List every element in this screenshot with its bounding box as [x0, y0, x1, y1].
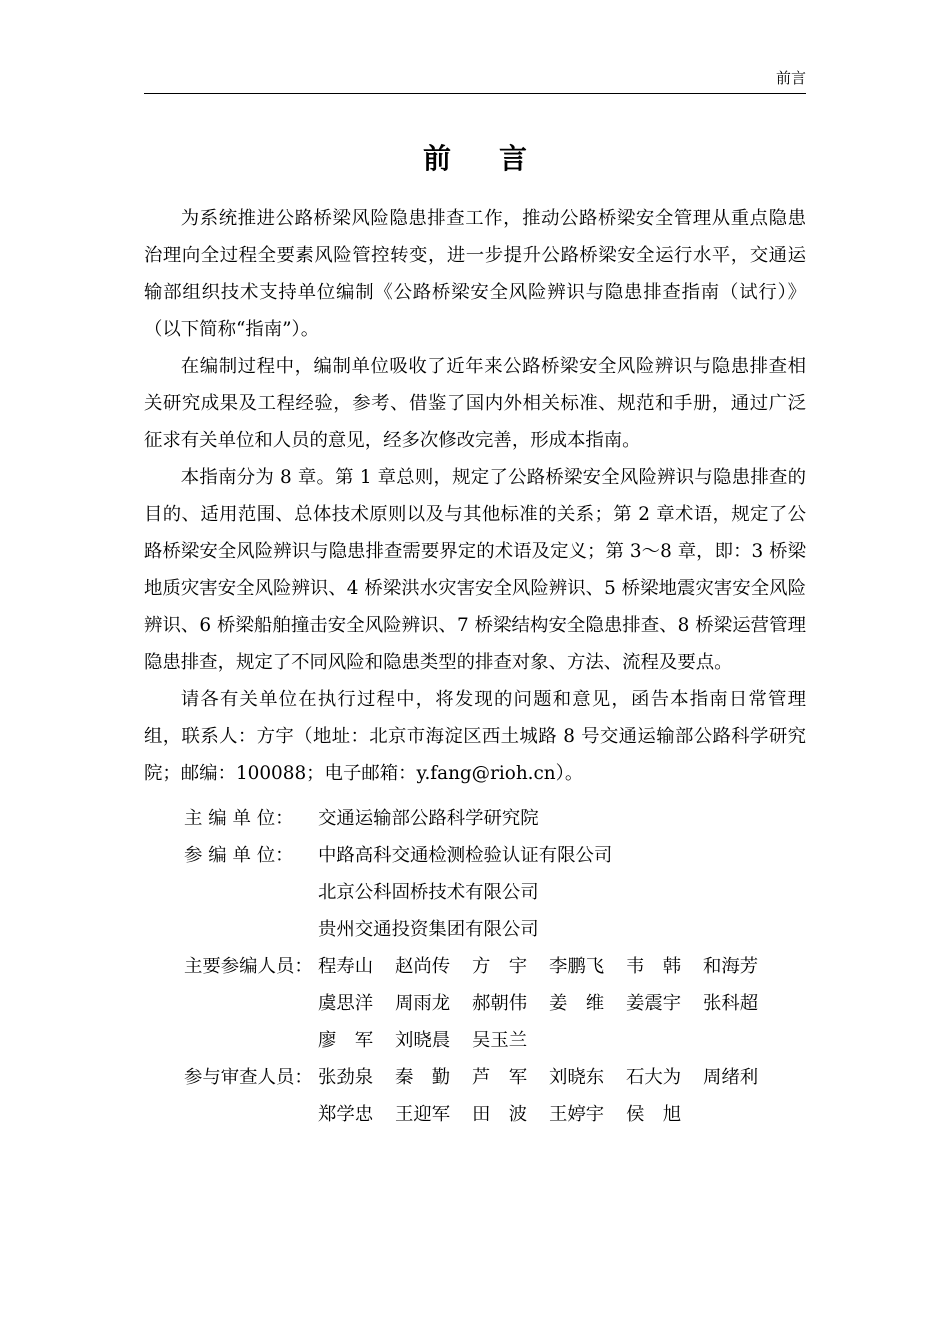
reviewers-label: 参与审查人员：	[184, 1067, 313, 1088]
person-name: 石大为	[626, 1067, 682, 1088]
person-name: 王迎军	[395, 1104, 451, 1125]
person-name: 郑学忠	[318, 1104, 374, 1125]
main-authors-row	[184, 948, 806, 1059]
person-name: 王婷宇	[549, 1104, 605, 1125]
person-name: 张科超	[703, 993, 759, 1014]
person-name: 韦 韩	[626, 956, 682, 977]
person-name: 李鹏飞	[549, 956, 605, 977]
main-authors-names	[318, 948, 806, 1059]
person-name: 周绪利	[703, 1067, 759, 1088]
chief-unit-label: 主 编 单 位：	[184, 808, 294, 829]
person-name: 周雨龙	[395, 993, 451, 1014]
org-name: 交通运输部公路科学研究院	[318, 808, 539, 829]
name-line	[318, 1096, 806, 1133]
name-line	[318, 1022, 806, 1059]
person-name: 侯 旭	[626, 1104, 682, 1125]
name-line	[318, 1059, 806, 1096]
name-line	[318, 948, 806, 985]
person-name: 姜 维	[549, 993, 605, 1014]
org-name: 北京公科固桥技术有限公司	[318, 882, 539, 903]
page-title: 前言	[422, 141, 575, 175]
paragraph-contact: 请各有关单位在执行过程中，将发现的问题和意见，函告本指南日常管理组，联系人：方宇（地址：北京市海淀区西土城路 8 号交通运输部公路科学研究院；邮编：100088；电子邮箱：y.fang@rioh.cn）。	[144, 689, 806, 784]
person-name: 廖 军	[318, 1030, 374, 1051]
paragraph-structure: 本指南分为 8 章。第 1 章总则，规定了公路桥梁安全风险辨识与隐患排查的目的、适用范围、总体技术原则以及与其他标准的关系；第 2 章术语，规定了公路桥梁安全风险辨识与隐患排查需要界定的术语及定义；第 3～8 章，即：3 桥梁地质灾害安全风险辨识、4 桥梁洪水灾害安全风险辨识、5 桥梁地震灾害安全风险辨识、6 桥梁船舶撞击安全风险辨识、7 桥梁结构安全隐患排查、8 桥梁运营管理隐患排查，规定了不同风险和隐患类型的排查对象、方法、流程及要点。	[144, 467, 806, 673]
paragraph-purpose: 为系统推进公路桥梁风险隐患排查工作，推动公路桥梁安全管理从重点隐患治理向全过程全要素风险管控转变，进一步提升公路桥梁安全运行水平，交通运输部组织技术支持单位编制《公路桥梁安全风险辨识与隐患排查指南（试行）》（以下简称“指南”）。	[144, 208, 806, 340]
person-name: 赵尚传	[395, 956, 451, 977]
participating-units-label: 参 编 单 位：	[184, 845, 294, 866]
person-name: 秦 勤	[395, 1067, 451, 1088]
person-name: 张劲泉	[318, 1067, 374, 1088]
org-name: 贵州交通投资集团有限公司	[318, 919, 539, 940]
person-name: 郝朝伟	[472, 993, 528, 1014]
person-name: 芦 军	[472, 1067, 528, 1088]
main-authors-label: 主要参编人员：	[184, 956, 313, 977]
running-header: 前言	[775, 69, 806, 87]
participating-units-row	[184, 837, 806, 948]
person-name: 方 宇	[472, 956, 528, 977]
person-name: 姜震宇	[626, 993, 682, 1014]
preface-body	[144, 200, 806, 792]
chief-unit-row	[184, 800, 806, 837]
person-name: 和海芳	[703, 956, 759, 977]
person-name: 吴玉兰	[472, 1030, 528, 1051]
person-name: 刘晓东	[549, 1067, 605, 1088]
person-name: 刘晓晨	[395, 1030, 451, 1051]
name-line	[318, 985, 806, 1022]
paragraph-process: 在编制过程中，编制单位吸收了近年来公路桥梁安全风险辨识与隐患排查相关研究成果及工程经验，参考、借鉴了国内外相关标准、规范和手册，通过广泛征求有关单位和人员的意见，经多次修改完善，形成本指南。	[144, 356, 806, 451]
person-name: 田 波	[472, 1104, 528, 1125]
reviewers-row	[184, 1059, 806, 1133]
reviewers-names	[318, 1059, 806, 1133]
person-name: 虞思洋	[318, 993, 374, 1014]
credits-section	[184, 800, 806, 1133]
chief-unit-orgs	[318, 800, 806, 837]
header-divider	[144, 93, 806, 94]
person-name: 程寿山	[318, 956, 374, 977]
org-name: 中路高科交通检测检验认证有限公司	[318, 845, 613, 866]
participating-units-orgs	[318, 837, 806, 948]
